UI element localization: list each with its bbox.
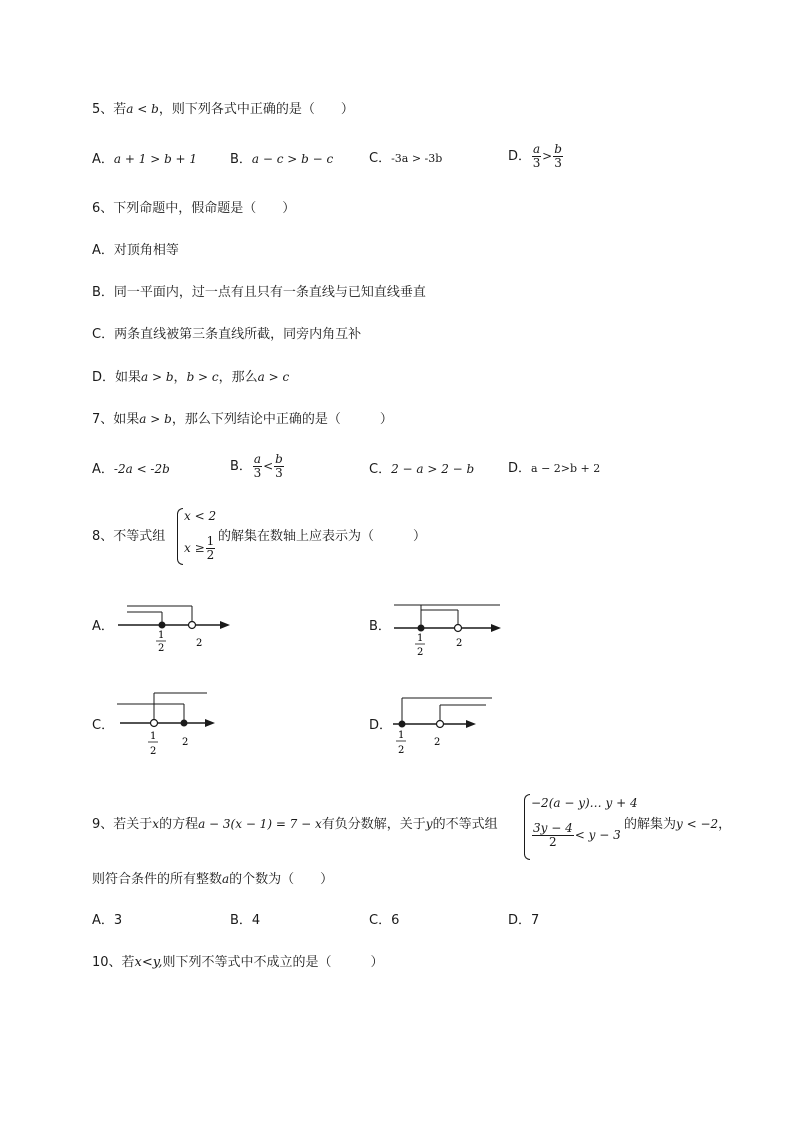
option-expression: a − c > b − c [251,152,334,166]
q5-stem-prefix: 5、若 [92,102,127,117]
q5-stem-suffix: ，则下列各式中正确的是（ ） [158,102,354,117]
question-9-stem [92,815,498,834]
fraction: $\frac{a}{3}$ [532,142,541,170]
svg-text:2: 2 [158,643,165,654]
q9-system-row-2: $\frac{3y - 4}{2}$ < y − 3 [533,821,621,849]
separator: ， [173,370,187,385]
condition: b > c [186,370,219,384]
q5-option-b[interactable] [230,150,333,169]
svg-text:2: 2 [196,638,203,649]
q8-option-c-label[interactable]: C． [92,718,115,733]
q8-stem-suffix: 的解集在数轴上应表示为（ ） [218,529,427,544]
q10-condition: x<y, [134,955,163,970]
q9-text: ， [718,817,732,832]
svg-text:1: 1 [398,730,405,741]
q8-system-row-2: x ≥ $\frac{1}{2}$ [184,534,215,562]
fraction: $\frac{3y - 4}{2}$ [533,821,573,849]
fraction: $\frac{a}{3}$ [253,452,262,480]
q9-option-b[interactable]: B．4 [230,913,261,928]
q9-text: 则符合条件的所有整数 [92,872,223,887]
q9-text: 的不等式组 [432,817,498,832]
q8-system-row-1: x < 2 [184,509,217,523]
option-text: D．如果 [92,370,142,385]
q9-system-row-1: −2(a − y)… y + 4 [531,796,638,810]
q9-text: 9、若关于 [92,817,153,832]
svg-text:2: 2 [434,737,441,748]
svg-text:2: 2 [182,737,189,748]
option-label: C． [369,151,392,166]
number-line-c[interactable] [112,688,232,758]
option-label: C． [369,462,392,477]
q8-option-a-label[interactable]: A． [92,619,114,634]
q10-text: 10、若 [92,955,135,970]
q7-condition: a > b [139,412,172,426]
option-expression: 2 − a > 2 − b [391,462,475,476]
fraction: $\frac{b}{3}$ [554,142,562,170]
q5-condition: a < b [126,102,159,116]
option-text: ，那么 [218,370,258,385]
option-expression: a + 1 > b + 1 [113,152,198,166]
q6-option-b[interactable]: B．同一平面内，过一点有且只有一条直线与已知直线垂直 [92,285,426,300]
q9-stem-suffix [624,815,731,834]
q5-option-a[interactable] [92,150,197,169]
q9-option-a[interactable]: A．3 [92,913,123,928]
q7-stem-suffix: ，那么下列结论中正确的是（ ） [171,412,393,427]
q8-option-b-label[interactable]: B． [369,619,391,634]
option-label: B． [230,459,252,474]
q9-text: 的解集为 [624,817,677,832]
q7-stem-prefix: 7、如果 [92,412,140,427]
option-expression: a − 2>b + 2 [531,462,601,475]
variable: x [152,817,160,831]
q9-text: 的方程 [159,817,199,832]
q9-text: 的个数为（ ） [229,872,334,887]
q8-stem-prefix: 8、不等式组 [92,529,166,544]
q10-text: 则下列不等式中不成立的是（ ） [162,955,384,970]
equation: a − 3(x − 1) = 7 − x [198,817,322,831]
q6-option-c[interactable]: C．两条直线被第三条直线所截，同旁内角互补 [92,327,362,342]
condition: a > c [257,370,290,384]
question-6-stem: 6、下列命题中，假命题是（ ） [92,201,296,216]
left-brace [177,508,183,565]
option-label: A． [92,462,114,477]
q7-option-c[interactable] [369,460,474,479]
variable: y [425,817,433,831]
option-expression: -3a > -3b [391,152,443,165]
option-expression: -2a < -2b [113,462,170,476]
q9-stem-line-2 [92,870,333,889]
solution: y < −2 [676,817,719,831]
variable: a [222,872,230,886]
svg-text:2: 2 [417,647,424,658]
question-10-stem [92,954,384,972]
number-line-d[interactable] [388,692,508,760]
q6-option-d[interactable] [92,368,289,387]
option-label: D． [508,461,532,476]
q6-option-a[interactable]: A．对顶角相等 [92,243,179,258]
number-line-b[interactable] [388,598,518,660]
svg-text:1: 1 [150,731,157,742]
svg-text:1: 1 [158,630,165,641]
fraction: $\frac{b}{3}$ [275,452,283,480]
svg-text:2: 2 [150,746,157,757]
svg-text:2: 2 [456,638,463,649]
condition: a > b [141,370,174,384]
question-7-stem [92,410,393,429]
svg-text:1: 1 [417,633,424,644]
q5-option-d[interactable] [508,143,564,170]
left-brace [524,794,530,860]
q5-option-c[interactable] [369,150,442,168]
q9-option-c[interactable]: C．6 [369,913,400,928]
option-label: A． [92,152,114,167]
q7-option-b[interactable] [230,453,285,480]
fraction: $\frac{1}{2}$ [206,534,215,562]
q7-option-d[interactable] [508,460,600,478]
q8-option-d-label[interactable]: D． [369,718,393,733]
question-5-stem [92,100,354,119]
option-label: B． [230,152,252,167]
q9-text: 有负分数解，关于 [321,817,426,832]
option-label: D． [508,149,532,164]
q9-option-d[interactable]: D．7 [508,913,540,928]
q7-option-a[interactable] [92,460,170,479]
operator: < [263,459,274,473]
number-line-a[interactable] [112,600,242,660]
operator: > [542,149,553,163]
svg-text:2: 2 [398,745,405,756]
